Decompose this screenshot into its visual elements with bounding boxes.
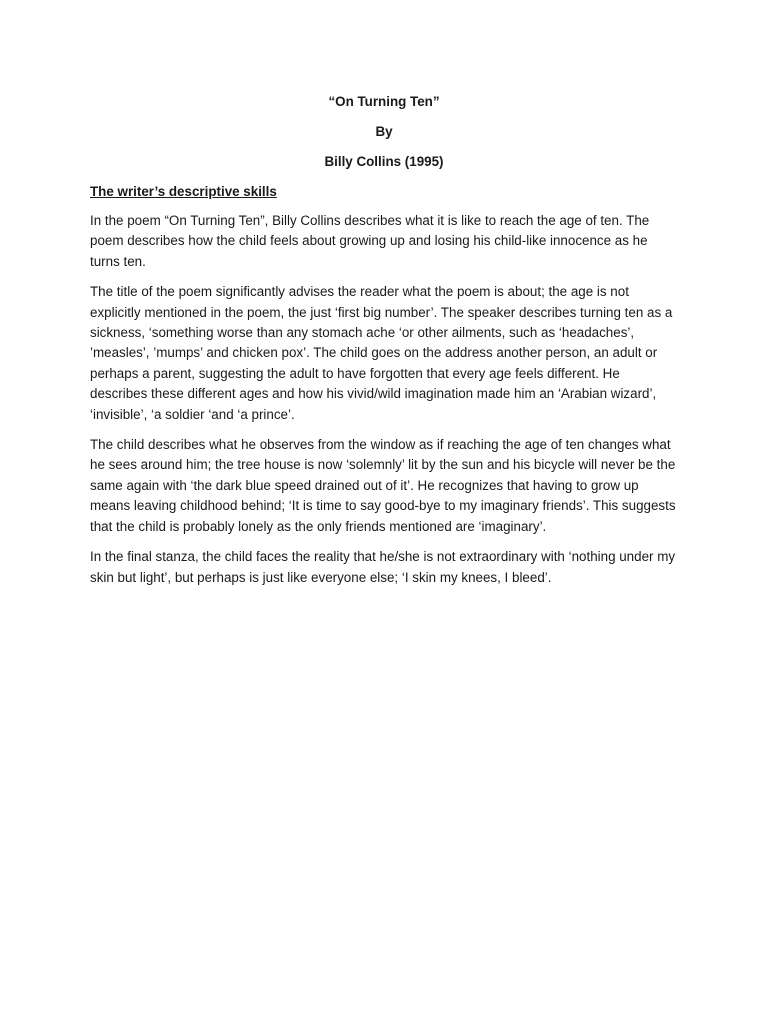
author-line: Billy Collins (1995) bbox=[324, 154, 444, 169]
paragraph-4: In the final stanza, the child faces the reality that he/she is not extraordinary with ‘nothing under my skin but light’, but perhaps is just like everyone else; ‘I skin my knees, I bleed’. bbox=[90, 549, 676, 585]
document-page bbox=[90, 92, 678, 598]
paragraph-1: In the poem “On Turning Ten”, Billy Collins describes what it is like to reach the age of ten. The poem describes how the child feels about growing up and losing his child-like innocence as he turns ten. bbox=[90, 213, 650, 269]
paragraph-3: The child describes what he observes from the window as if reaching the age of ten changes what he sees around him; the tree house is now ‘solemnly’ lit by the sun and his bicycle will never be the same again with ‘the dark blue speed drained out of it’. He recognizes that having to grow up means leaving childhood behind; ‘It is time to say good-bye to my imaginary friends’. This suggests that the child is probably lonely as the only friends mentioned are ‘imaginary’. bbox=[90, 437, 676, 534]
poem-title: “On Turning Ten” bbox=[328, 94, 440, 109]
byline: By bbox=[375, 124, 393, 139]
section-heading: The writer’s descriptive skills bbox=[90, 184, 277, 199]
paragraph-2: The title of the poem significantly advises the reader what the poem is about; the age is not explicitly mentioned in the poem, the just ‘first big number’. The speaker describes turning ten as a sickness, ‘something worse than any stomach ache ‘or other ailments, such as ‘headaches’, ’measles’, ’mumps’ and chicken pox’. The child goes on the address another person, an adult or perhaps a parent, suggesting the adult to have forgotten that every age feels different. He describes these different ages and how his vivid/wild imagination made him an ‘Arabian wizard’, ‘invisible’, ‘a soldier ‘and ‘a prince’. bbox=[90, 284, 673, 422]
